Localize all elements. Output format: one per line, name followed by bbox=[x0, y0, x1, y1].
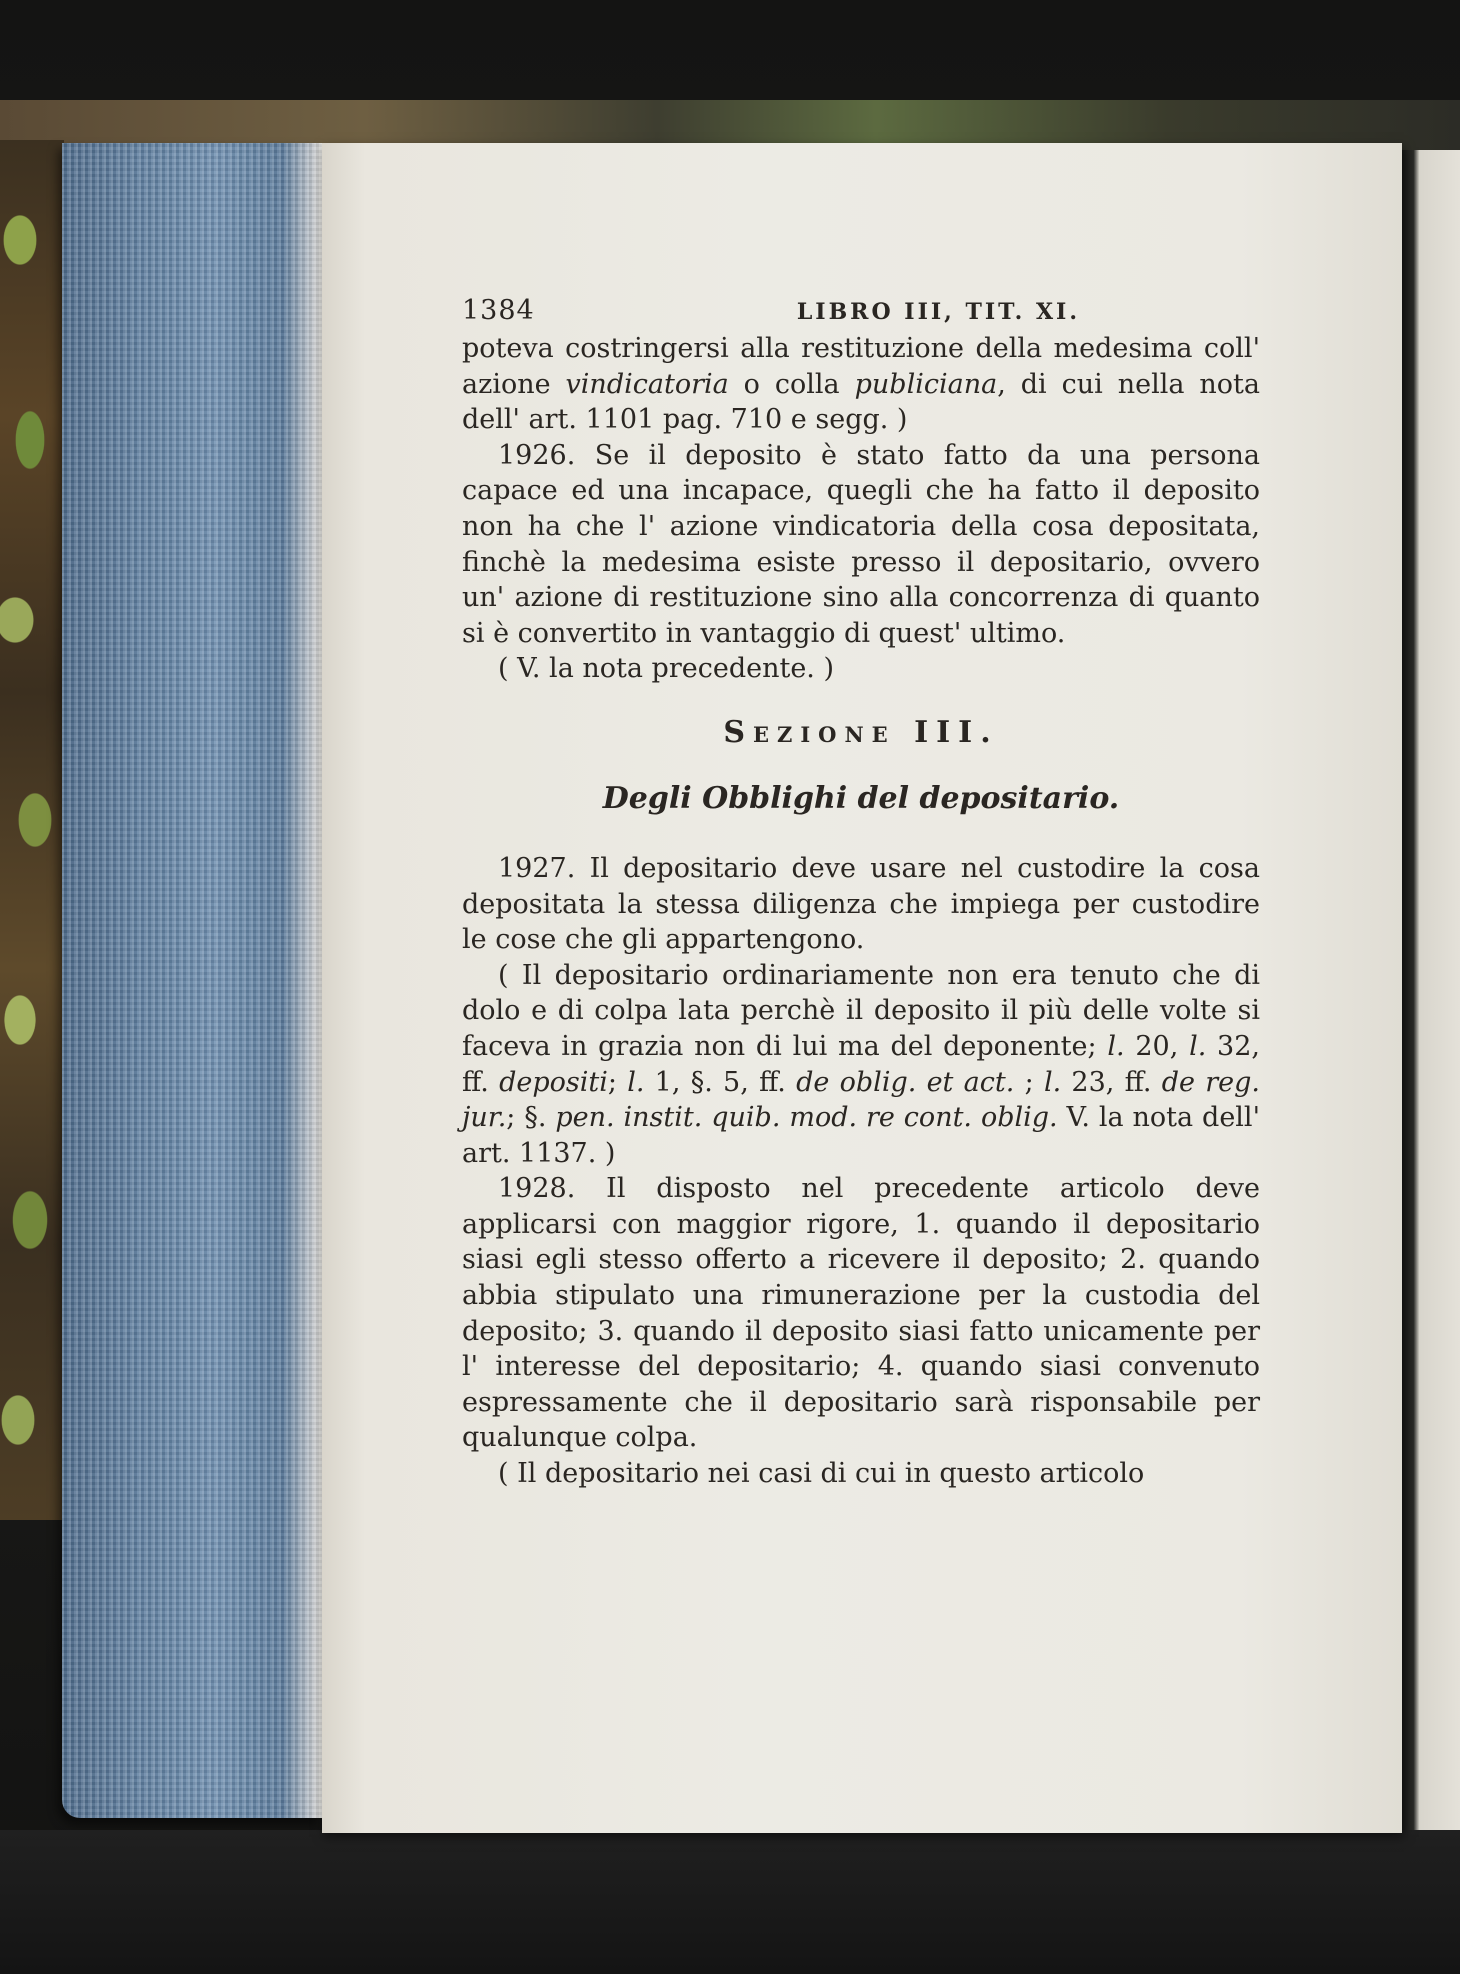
text-run: ; bbox=[1014, 1066, 1044, 1098]
page-block-edge bbox=[62, 143, 322, 1818]
text-run: ; §. bbox=[506, 1102, 556, 1134]
text-run: ; bbox=[607, 1066, 628, 1098]
text-run-italic: publiciana bbox=[854, 368, 998, 400]
note-1926: ( V. la nota precedente. ) bbox=[498, 653, 834, 685]
paragraph-continuation bbox=[462, 331, 1260, 438]
text-run-italic: depositi bbox=[499, 1066, 608, 1098]
article-1927: 1927. Il depositario deve usare nel custodire la cosa depositata la stessa diligenza che impiega per custodire le cose che gli appartengono. bbox=[462, 852, 1260, 956]
running-header bbox=[462, 293, 1260, 331]
text-run: poteva costringersi alla restituzione della medesima coll' azione bbox=[462, 333, 1260, 400]
note-1927 bbox=[462, 958, 1260, 1172]
background-shadow bbox=[0, 1830, 1460, 1974]
text-run: 1, §. 5, ff. bbox=[644, 1066, 797, 1098]
running-title: LIBRO III, TIT. XI. bbox=[796, 299, 1080, 325]
note-1928-start: ( Il depositario nei casi di cui in questo articolo bbox=[498, 1458, 1145, 1490]
facing-page-edge bbox=[1402, 150, 1460, 1840]
text-run-italic: de reg. jur. bbox=[462, 1066, 1260, 1134]
page-number: 1384 bbox=[462, 295, 535, 326]
text-run-italic: l. bbox=[627, 1066, 645, 1098]
text-run: , di cui nella nota dell' art. 1101 pag. 710 e segg. ) bbox=[462, 368, 1260, 436]
text-run: 32, ff. bbox=[462, 1030, 1260, 1098]
text-run-italic: de oblig. et act. bbox=[796, 1066, 1015, 1098]
text-run-italic: l. bbox=[1043, 1066, 1062, 1098]
article-1926: 1926. Se il deposito è stato fatto da una persona capace ed una incapace, quegli che ha fatto il deposito non ha che l' azione vindicatoria della cosa depositata, finchè la medesima esiste presso il depositario, ovvero un' azione di restituzione sino alla concorrenza di quanto si è convertito in vantaggio di quest' ultimo. bbox=[462, 439, 1260, 649]
marbled-endpaper bbox=[0, 140, 64, 1520]
article-1928: 1928. Il disposto nel precedente articolo deve applicarsi con maggior rigore, 1. quando il depositario siasi egli stesso offerto a ricevere il deposito; 2. quando abbia stipulato una rimunerazione per la custodia del deposito; 3. quando il deposito siasi fatto unicamente per l' interesse del depositario; 4. quando siasi convenuto espressamente che il depositario sarà risponsabile per qualunque colpa. bbox=[462, 1173, 1260, 1454]
text-run-italic: l. bbox=[1189, 1030, 1207, 1062]
section-title: Sezione III. bbox=[723, 714, 999, 750]
text-run-italic: vindicatoria bbox=[565, 368, 729, 400]
text-run: ( Il depositario ordinariamente non era tenuto che di dolo e di colpa lata perchè il deposito il più delle volte si faceva in grazia non di lui ma del deponente; bbox=[462, 959, 1260, 1062]
page-text bbox=[462, 293, 1260, 1492]
text-run-italic: pen. instit. quib. mod. re cont. oblig. bbox=[555, 1102, 1058, 1134]
printed-page bbox=[322, 143, 1402, 1833]
text-run-italic: l. bbox=[1107, 1030, 1125, 1062]
section-subtitle: Degli Obblighi del depositario. bbox=[602, 780, 1120, 816]
text-run: V. la nota dell' art. 1137. ) bbox=[462, 1102, 1260, 1169]
text-run: o colla bbox=[728, 368, 855, 400]
text-run: 23, ff. bbox=[1061, 1066, 1162, 1098]
text-run: 20, bbox=[1124, 1030, 1190, 1062]
